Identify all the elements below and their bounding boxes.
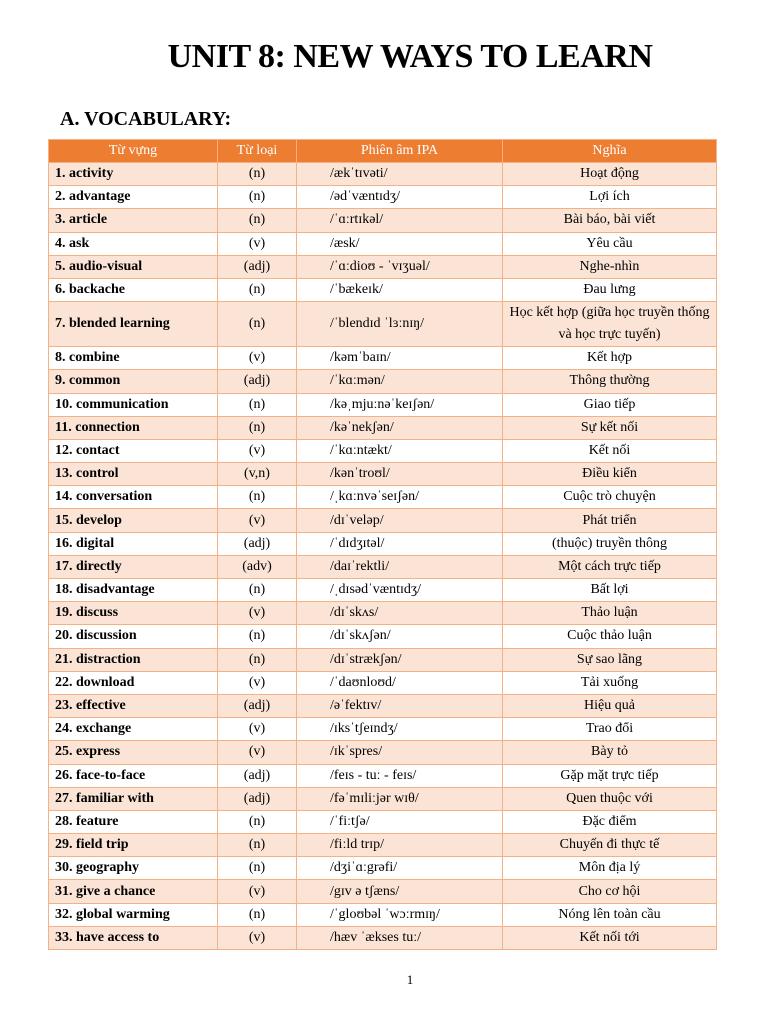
meaning-cell: Trao đổi bbox=[503, 718, 717, 741]
meaning-cell: Một cách trực tiếp bbox=[503, 555, 717, 578]
word-cell: 23. effective bbox=[49, 694, 218, 717]
word-cell: 24. exchange bbox=[49, 718, 218, 741]
table-row bbox=[49, 463, 717, 486]
word-cell: 16. digital bbox=[49, 532, 218, 555]
table-row bbox=[49, 718, 717, 741]
table-row bbox=[49, 857, 717, 880]
meaning-cell: Tải xuống bbox=[503, 671, 717, 694]
meaning-cell: Gặp mặt trực tiếp bbox=[503, 764, 717, 787]
word-cell: 5. audio-visual bbox=[49, 255, 218, 278]
table-row bbox=[49, 926, 717, 949]
type-cell: (n) bbox=[218, 625, 297, 648]
ipa-cell: /dɪˈskʌs/ bbox=[297, 602, 503, 625]
word-cell: 14. conversation bbox=[49, 486, 218, 509]
table-row bbox=[49, 579, 717, 602]
table-row bbox=[49, 903, 717, 926]
ipa-cell: /dɪˈstrækʃən/ bbox=[297, 648, 503, 671]
word-cell: 27. familiar with bbox=[49, 787, 218, 810]
word-cell: 25. express bbox=[49, 741, 218, 764]
ipa-cell: /kəˌmjuːnəˈkeɪʃən/ bbox=[297, 393, 503, 416]
type-cell: (v) bbox=[218, 232, 297, 255]
type-cell: (n) bbox=[218, 186, 297, 209]
word-cell: 22. download bbox=[49, 671, 218, 694]
meaning-cell: Hiệu quả bbox=[503, 694, 717, 717]
ipa-cell: /dʒiˈɑːgrəfi/ bbox=[297, 857, 503, 880]
table-header-row bbox=[49, 140, 717, 163]
type-cell: (v) bbox=[218, 347, 297, 370]
word-cell: 9. common bbox=[49, 370, 218, 393]
meaning-cell: Bày tỏ bbox=[503, 741, 717, 764]
table-row bbox=[49, 694, 717, 717]
ipa-cell: /ɪkˈspres/ bbox=[297, 741, 503, 764]
word-cell: 7. blended learning bbox=[49, 302, 218, 347]
header-meaning: Nghĩa bbox=[503, 140, 717, 163]
ipa-cell: /ədˈvæntɪdʒ/ bbox=[297, 186, 503, 209]
type-cell: (v) bbox=[218, 880, 297, 903]
type-cell: (n) bbox=[218, 834, 297, 857]
table-row bbox=[49, 486, 717, 509]
meaning-cell: Điều kiển bbox=[503, 463, 717, 486]
meaning-cell: Bài báo, bài viết bbox=[503, 209, 717, 232]
word-cell: 2. advantage bbox=[49, 186, 218, 209]
meaning-cell: Đặc điểm bbox=[503, 810, 717, 833]
header-ipa: Phiên âm IPA bbox=[297, 140, 503, 163]
table-row bbox=[49, 834, 717, 857]
meaning-cell: Thông thường bbox=[503, 370, 717, 393]
word-cell: 3. article bbox=[49, 209, 218, 232]
type-cell: (n) bbox=[218, 810, 297, 833]
word-cell: 8. combine bbox=[49, 347, 218, 370]
ipa-cell: /ˈkɑːntækt/ bbox=[297, 439, 503, 462]
ipa-cell: /fiːld trɪp/ bbox=[297, 834, 503, 857]
ipa-cell: /ɪksˈtʃeɪndʒ/ bbox=[297, 718, 503, 741]
ipa-cell: /kəˈnekʃən/ bbox=[297, 416, 503, 439]
meaning-cell: Sự kết nối bbox=[503, 416, 717, 439]
type-cell: (v) bbox=[218, 439, 297, 462]
meaning-cell: Đau lưng bbox=[503, 278, 717, 301]
meaning-cell: Lợi ích bbox=[503, 186, 717, 209]
type-cell: (n) bbox=[218, 393, 297, 416]
type-cell: (adv) bbox=[218, 555, 297, 578]
meaning-cell: Nghe-nhìn bbox=[503, 255, 717, 278]
meaning-cell: Chuyến đi thực tế bbox=[503, 834, 717, 857]
meaning-cell: Học kết hợp (giữa học truyền thống và học trực tuyến) bbox=[503, 302, 717, 347]
page-title: UNIT 8: NEW WAYS TO LEARN bbox=[167, 38, 653, 75]
meaning-cell: Nóng lên toàn cầu bbox=[503, 903, 717, 926]
ipa-cell: /ˈgloʊbəl ˈwɔːrmɪŋ/ bbox=[297, 903, 503, 926]
table-row bbox=[49, 648, 717, 671]
meaning-cell: Sự sao lãng bbox=[503, 648, 717, 671]
ipa-cell: /hæv ˈækses tuː/ bbox=[297, 926, 503, 949]
ipa-cell: /æsk/ bbox=[297, 232, 503, 255]
word-cell: 10. communication bbox=[49, 393, 218, 416]
word-cell: 33. have access to bbox=[49, 926, 218, 949]
word-cell: 18. disadvantage bbox=[49, 579, 218, 602]
meaning-cell: Quen thuộc với bbox=[503, 787, 717, 810]
table-row bbox=[49, 625, 717, 648]
meaning-cell: Cuộc trò chuyện bbox=[503, 486, 717, 509]
type-cell: (n) bbox=[218, 302, 297, 347]
meaning-cell: Giao tiếp bbox=[503, 393, 717, 416]
ipa-cell: /ˈfiːtʃə/ bbox=[297, 810, 503, 833]
type-cell: (n) bbox=[218, 857, 297, 880]
ipa-cell: /dɪˈskʌʃən/ bbox=[297, 625, 503, 648]
word-cell: 21. distraction bbox=[49, 648, 218, 671]
meaning-cell: Kết nối tới bbox=[503, 926, 717, 949]
ipa-cell: /ˈɑːrtɪkəl/ bbox=[297, 209, 503, 232]
ipa-cell: /feɪs - tuː - feɪs/ bbox=[297, 764, 503, 787]
type-cell: (adj) bbox=[218, 532, 297, 555]
ipa-cell: /əˈfektɪv/ bbox=[297, 694, 503, 717]
table-row bbox=[49, 787, 717, 810]
word-cell: 20. discussion bbox=[49, 625, 218, 648]
type-cell: (v) bbox=[218, 926, 297, 949]
word-cell: 19. discuss bbox=[49, 602, 218, 625]
table-row bbox=[49, 439, 717, 462]
ipa-cell: /ˌdɪsədˈvæntɪdʒ/ bbox=[297, 579, 503, 602]
word-cell: 15. develop bbox=[49, 509, 218, 532]
type-cell: (adj) bbox=[218, 764, 297, 787]
table-row bbox=[49, 416, 717, 439]
table-row bbox=[49, 370, 717, 393]
table-row bbox=[49, 810, 717, 833]
type-cell: (v,n) bbox=[218, 463, 297, 486]
type-cell: (adj) bbox=[218, 255, 297, 278]
table-row bbox=[49, 186, 717, 209]
ipa-cell: /ˈɑːdioʊ - ˈvɪʒuəl/ bbox=[297, 255, 503, 278]
ipa-cell: /kəmˈbaɪn/ bbox=[297, 347, 503, 370]
table-row bbox=[49, 347, 717, 370]
table-row bbox=[49, 602, 717, 625]
table-row bbox=[49, 209, 717, 232]
type-cell: (v) bbox=[218, 602, 297, 625]
meaning-cell: Bất lợi bbox=[503, 579, 717, 602]
section-heading: A. VOCABULARY: bbox=[60, 108, 232, 130]
ipa-cell: /ˈdɪdʒɪtəl/ bbox=[297, 532, 503, 555]
ipa-cell: /ˈdaʊnloʊd/ bbox=[297, 671, 503, 694]
meaning-cell: Môn địa lý bbox=[503, 857, 717, 880]
table-row bbox=[49, 302, 717, 347]
meaning-cell: Cuộc thảo luận bbox=[503, 625, 717, 648]
vocabulary-table bbox=[48, 139, 717, 950]
ipa-cell: /fəˈmɪliːjər wɪθ/ bbox=[297, 787, 503, 810]
type-cell: (n) bbox=[218, 416, 297, 439]
table-row bbox=[49, 764, 717, 787]
table-row bbox=[49, 163, 717, 186]
table-row bbox=[49, 741, 717, 764]
ipa-cell: /ækˈtɪvəti/ bbox=[297, 163, 503, 186]
type-cell: (n) bbox=[218, 278, 297, 301]
type-cell: (n) bbox=[218, 579, 297, 602]
table-row bbox=[49, 880, 717, 903]
ipa-cell: /ˌkɑːnvəˈseɪʃən/ bbox=[297, 486, 503, 509]
table-body bbox=[49, 163, 717, 950]
table-row bbox=[49, 393, 717, 416]
type-cell: (n) bbox=[218, 903, 297, 926]
type-cell: (adj) bbox=[218, 370, 297, 393]
ipa-cell: /daɪˈrektli/ bbox=[297, 555, 503, 578]
word-cell: 6. backache bbox=[49, 278, 218, 301]
table-row bbox=[49, 232, 717, 255]
table-row bbox=[49, 509, 717, 532]
ipa-cell: /dɪˈveləp/ bbox=[297, 509, 503, 532]
type-cell: (n) bbox=[218, 648, 297, 671]
ipa-cell: /ˈblendɪd ˈlɜːnɪŋ/ bbox=[297, 302, 503, 347]
type-cell: (v) bbox=[218, 741, 297, 764]
word-cell: 28. feature bbox=[49, 810, 218, 833]
table-row bbox=[49, 532, 717, 555]
word-cell: 4. ask bbox=[49, 232, 218, 255]
ipa-cell: /gɪv ə tʃæns/ bbox=[297, 880, 503, 903]
meaning-cell: Cho cơ hội bbox=[503, 880, 717, 903]
type-cell: (v) bbox=[218, 509, 297, 532]
table-row bbox=[49, 555, 717, 578]
word-cell: 31. give a chance bbox=[49, 880, 218, 903]
type-cell: (n) bbox=[218, 209, 297, 232]
word-cell: 13. control bbox=[49, 463, 218, 486]
header-type: Từ loại bbox=[218, 140, 297, 163]
table-row bbox=[49, 255, 717, 278]
word-cell: 32. global warming bbox=[49, 903, 218, 926]
word-cell: 26. face-to-face bbox=[49, 764, 218, 787]
table-row bbox=[49, 278, 717, 301]
word-cell: 11. connection bbox=[49, 416, 218, 439]
type-cell: (v) bbox=[218, 671, 297, 694]
page-number: 1 bbox=[406, 972, 414, 987]
table-row bbox=[49, 671, 717, 694]
type-cell: (n) bbox=[218, 163, 297, 186]
meaning-cell: Yêu cầu bbox=[503, 232, 717, 255]
meaning-cell: Kết nối bbox=[503, 439, 717, 462]
type-cell: (adj) bbox=[218, 694, 297, 717]
meaning-cell: (thuộc) truyền thông bbox=[503, 532, 717, 555]
meaning-cell: Phát triển bbox=[503, 509, 717, 532]
type-cell: (v) bbox=[218, 718, 297, 741]
type-cell: (n) bbox=[218, 486, 297, 509]
meaning-cell: Hoạt động bbox=[503, 163, 717, 186]
type-cell: (adj) bbox=[218, 787, 297, 810]
word-cell: 29. field trip bbox=[49, 834, 218, 857]
word-cell: 17. directly bbox=[49, 555, 218, 578]
ipa-cell: /kənˈtroʊl/ bbox=[297, 463, 503, 486]
ipa-cell: /ˈbækeɪk/ bbox=[297, 278, 503, 301]
ipa-cell: /ˈkɑːmən/ bbox=[297, 370, 503, 393]
word-cell: 1. activity bbox=[49, 163, 218, 186]
word-cell: 12. contact bbox=[49, 439, 218, 462]
word-cell: 30. geography bbox=[49, 857, 218, 880]
meaning-cell: Thảo luận bbox=[503, 602, 717, 625]
meaning-cell: Kết hợp bbox=[503, 347, 717, 370]
header-word: Từ vựng bbox=[49, 140, 218, 163]
